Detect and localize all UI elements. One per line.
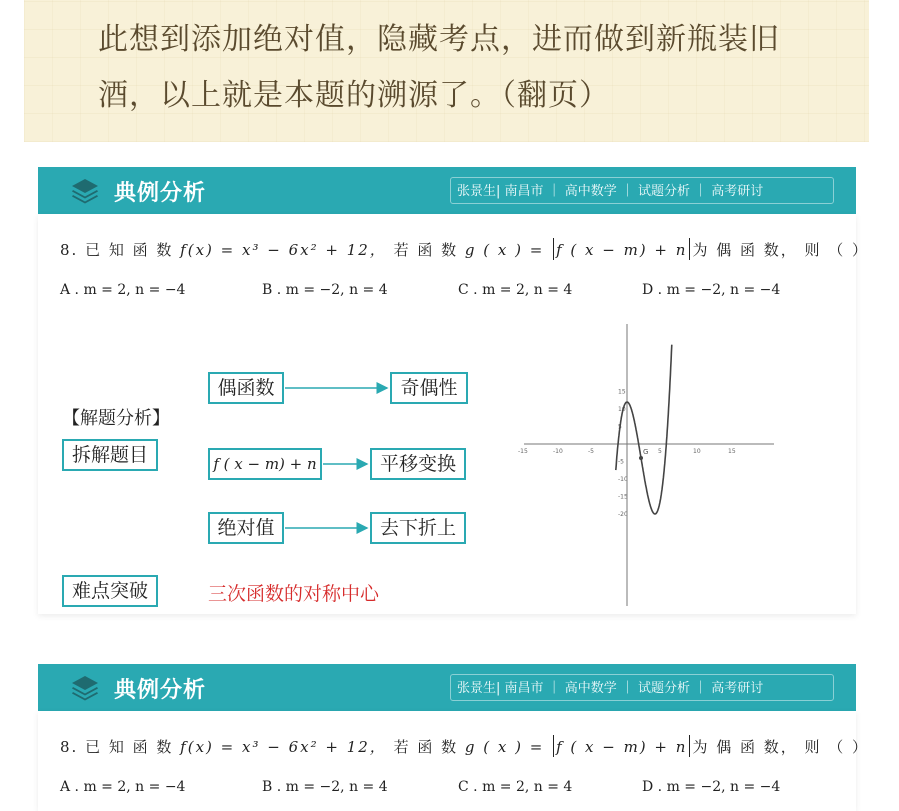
abs-inner-2: f ( x − m) + n bbox=[556, 738, 688, 756]
section-title: 典例分析 bbox=[114, 181, 207, 206]
f-definition-2: f(x) = x³ − 6x² + 12， bbox=[180, 738, 387, 756]
option-b-2: B . m = −2, n = 4 bbox=[262, 779, 388, 795]
difficulty-box: 难点突破 bbox=[62, 575, 158, 607]
question-panel-2 bbox=[38, 711, 870, 811]
question-suffix: 为 偶 函 数， 则 （ ） bbox=[692, 241, 870, 259]
f-definition: f(x) = x³ − 6x² + 12， bbox=[180, 241, 387, 259]
x-tick-label: -5 bbox=[588, 448, 594, 455]
cubic-curve bbox=[616, 345, 672, 514]
section-header bbox=[38, 167, 856, 214]
option-c: C . m = 2, n = 4 bbox=[458, 282, 573, 298]
x-tick-label: 5 bbox=[658, 448, 662, 455]
y-tick-label: -15 bbox=[618, 493, 628, 501]
note-line-2: 酒，以上就是本题的溯源了。（翻页） bbox=[98, 78, 610, 113]
section-title-2: 典例分析 bbox=[114, 678, 207, 703]
difficulty-text: 三次函数的对称中心 bbox=[208, 583, 380, 605]
parity-box: 奇偶性 bbox=[390, 372, 468, 404]
g-definition: g ( x ) = bbox=[464, 241, 545, 259]
question-stem-2 bbox=[60, 735, 869, 757]
option-a-2: A . m = 2, n = −4 bbox=[60, 779, 186, 795]
absolute-value-box: 绝对值 bbox=[208, 512, 284, 544]
note-line-1: 此想到添加绝对值，隐藏考点，进而做到新瓶装旧 bbox=[98, 22, 780, 57]
option-d: D . m = −2, n = −4 bbox=[642, 282, 781, 298]
layers-icon bbox=[70, 674, 100, 702]
abs-bar-left-2 bbox=[553, 735, 554, 757]
author-tags-2: 张景生| 南昌市 ｜ 高中数学 ｜ 试题分析 ｜ 高考研讨 bbox=[450, 674, 834, 701]
analysis-title: 【解题分析】 bbox=[62, 408, 170, 429]
fold-up-box: 去下折上 bbox=[370, 512, 466, 544]
y-tick-label: 5 bbox=[618, 423, 622, 431]
x-tick-label: -10 bbox=[553, 448, 563, 455]
x-tick-label: 10 bbox=[693, 448, 701, 455]
option-b: B . m = −2, n = 4 bbox=[262, 282, 388, 298]
layers-icon bbox=[70, 177, 100, 205]
y-tick-label: -5 bbox=[618, 458, 624, 466]
abs-inner: f ( x − m) + n bbox=[556, 241, 688, 259]
point-g-label: G bbox=[643, 448, 649, 456]
y-tick-label: 10 bbox=[618, 406, 626, 413]
even-function-box: 偶函数 bbox=[208, 372, 284, 404]
option-a: A . m = 2, n = −4 bbox=[60, 282, 186, 298]
y-tick-label: -10 bbox=[618, 476, 628, 483]
y-tick-label: 15 bbox=[618, 388, 626, 396]
shift-expression-box: f ( x − m) + n bbox=[208, 448, 322, 480]
x-tick-label: 15 bbox=[728, 448, 736, 455]
section-header-2 bbox=[38, 664, 856, 711]
author-tags: 张景生| 南昌市 ｜ 高中数学 ｜ 试题分析 ｜ 高考研讨 bbox=[450, 177, 834, 204]
question-mid: 若 函 数 bbox=[393, 241, 459, 259]
y-tick-label: -20 bbox=[618, 511, 628, 518]
option-d-2: D . m = −2, n = −4 bbox=[642, 779, 781, 795]
question-prefix-2: 8. 已 知 函 数 bbox=[60, 738, 174, 756]
g-definition-2: g ( x ) = bbox=[464, 738, 545, 756]
break-down-box: 拆解题目 bbox=[62, 439, 158, 471]
function-graph bbox=[518, 324, 774, 606]
question-panel bbox=[38, 214, 870, 614]
abs-bar-right-2 bbox=[689, 735, 690, 757]
question-prefix: 8. 已 知 函 数 bbox=[60, 241, 174, 259]
option-c-2: C . m = 2, n = 4 bbox=[458, 779, 573, 795]
x-tick-label: -15 bbox=[518, 448, 528, 455]
note-card bbox=[24, 0, 869, 142]
center-point-g bbox=[639, 456, 643, 460]
question-suffix-2: 为 偶 函 数， 则 （ ） bbox=[692, 738, 870, 756]
translation-box: 平移变换 bbox=[370, 448, 466, 480]
question-mid-2: 若 函 数 bbox=[393, 738, 459, 756]
